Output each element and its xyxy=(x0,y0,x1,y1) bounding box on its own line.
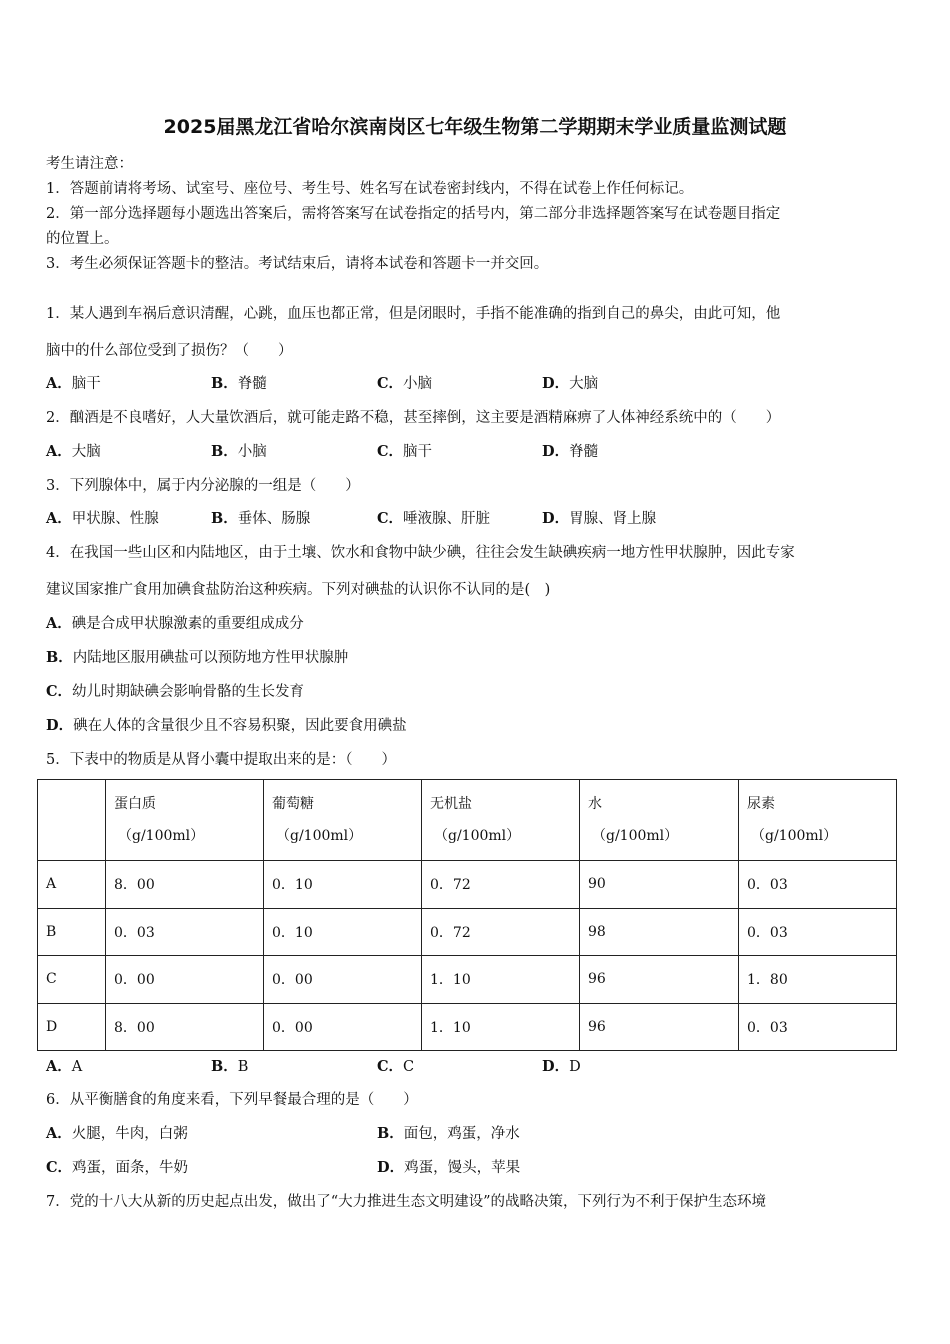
q5-option-c[interactable]: C．C xyxy=(377,1058,415,1075)
q4-option-c[interactable]: C．幼儿时期缺碘会影响骨骼的生长发育 xyxy=(46,683,305,700)
table-row xyxy=(38,1003,897,1051)
q5-option-d[interactable]: D．D xyxy=(542,1058,581,1075)
table-cell: 0．72 xyxy=(422,908,580,956)
q3-option-d[interactable]: D．胃腺、肾上腺 xyxy=(542,510,657,527)
q4-option-a[interactable]: A．碘是合成甲状腺激素的重要组成成分 xyxy=(46,615,304,632)
table-cell: 8．00 xyxy=(106,1003,264,1051)
table-header-cell: 蛋白质 （g/100ml） xyxy=(106,780,264,861)
q3-option-c[interactable]: C．唾液腺、肝脏 xyxy=(377,510,491,527)
q1-option-b[interactable]: B．脊髓 xyxy=(211,375,267,392)
table-cell: 0．00 xyxy=(264,956,422,1004)
table-cell: 90 xyxy=(580,861,739,909)
table-cell: 1．80 xyxy=(739,956,897,1004)
q2-option-c[interactable]: C．脑干 xyxy=(377,443,433,460)
table-cell: 96 xyxy=(580,1003,739,1051)
q3-option-b[interactable]: B．垂体、肠腺 xyxy=(211,510,311,527)
table-header-cell: 水 （g/100ml） xyxy=(580,780,739,861)
q4-option-d[interactable]: D．碘在人体的含量很少且不容易积聚，因此要食用碘盐 xyxy=(46,717,407,734)
exam-title: 2025届黑龙江省哈尔滨南岗区七年级生物第二学期期末学业质量监测试题 xyxy=(163,116,787,138)
notice-heading: 考生请注意： xyxy=(46,156,133,172)
q6-option-c[interactable]: C．鸡蛋，面条，牛奶 xyxy=(46,1159,189,1176)
table-row xyxy=(38,908,897,956)
row-label: B xyxy=(38,908,106,956)
question-2-stem: 2．酗酒是不良嗜好，人大量饮酒后，就可能走路不稳，甚至摔倒，这主要是酒精麻痹了人体神经系统中的（ ） xyxy=(46,410,781,426)
question-4-stem-cont: 建议国家推广食用加碘食盐防治这种疾病。下列对碘盐的认识你不认同的是( ) xyxy=(46,582,551,598)
question-7-stem: 7．党的十八大从新的历史起点出发，做出了“大力推进生态文明建设”的战略决策，下列行为不利于保护生态环境 xyxy=(46,1194,767,1210)
table-cell: 0．00 xyxy=(264,1003,422,1051)
q1-option-a[interactable]: A．脑干 xyxy=(46,375,101,392)
table-cell: 0．72 xyxy=(422,861,580,909)
question-1-stem-cont: 脑中的什么部位受到了损伤？（ ） xyxy=(46,343,293,359)
q2-option-a[interactable]: A．大脑 xyxy=(46,443,101,460)
notice-item: 3．考生必须保证答题卡的整洁。考试结束后，请将本试卷和答题卡一并交回。 xyxy=(46,256,549,272)
notice-item: 1．答题前请将考场、试室号、座位号、考生号、姓名写在试卷密封线内，不得在试卷上作任何标记。 xyxy=(46,181,694,197)
table-header-cell: 葡萄糖 （g/100ml） xyxy=(264,780,422,861)
question-6-stem: 6．从平衡膳食的角度来看，下列早餐最合理的是（ ） xyxy=(46,1092,418,1108)
table-cell: 0．03 xyxy=(106,908,264,956)
q4-option-b[interactable]: B．内陆地区服用碘盐可以预防地方性甲状腺肿 xyxy=(46,649,349,666)
row-label: C xyxy=(38,956,106,1004)
q6-option-a[interactable]: A．火腿，牛肉，白粥 xyxy=(46,1125,188,1142)
q5-option-a[interactable]: A．A xyxy=(46,1058,83,1075)
row-label: A xyxy=(38,861,106,909)
q2-option-b[interactable]: B．小脑 xyxy=(211,443,267,460)
substance-table xyxy=(37,779,897,1051)
table-cell: 0．03 xyxy=(739,861,897,909)
table-cell: 1．10 xyxy=(422,1003,580,1051)
table-cell: 98 xyxy=(580,908,739,956)
q1-option-c[interactable]: C．小脑 xyxy=(377,375,433,392)
q2-option-d[interactable]: D．脊髓 xyxy=(542,443,599,460)
table-cell: 0．03 xyxy=(739,908,897,956)
table-row xyxy=(38,861,897,909)
table-header-cell: 无机盐 （g/100ml） xyxy=(422,780,580,861)
q5-option-b[interactable]: B．B xyxy=(211,1058,249,1075)
table-cell: 1．10 xyxy=(422,956,580,1004)
table-cell: 8．00 xyxy=(106,861,264,909)
table-corner-cell xyxy=(38,780,106,861)
notice-item: 的位置上。 xyxy=(46,231,119,247)
row-label: D xyxy=(38,1003,106,1051)
table-cell: 0．00 xyxy=(106,956,264,1004)
question-5-stem: 5．下表中的物质是从肾小囊中提取出来的是：（ ） xyxy=(46,752,396,768)
table-cell: 0．03 xyxy=(739,1003,897,1051)
q6-option-b[interactable]: B．面包，鸡蛋，净水 xyxy=(377,1125,520,1142)
q1-option-d[interactable]: D．大脑 xyxy=(542,375,599,392)
question-1-stem: 1．某人遇到车祸后意识清醒，心跳，血压也都正常，但是闭眼时，手指不能准确的指到自己的鼻尖，由此可知，他 xyxy=(46,306,781,322)
table-cell: 0．10 xyxy=(264,908,422,956)
q3-option-a[interactable]: A．甲状腺、性腺 xyxy=(46,510,159,527)
question-4-stem: 4．在我国一些山区和内陆地区，由于土壤、饮水和食物中缺少碘，往往会发生缺碘疾病一地方性甲状腺肿，因此专家 xyxy=(46,545,795,561)
table-cell: 96 xyxy=(580,956,739,1004)
table-row xyxy=(38,956,897,1004)
question-3-stem: 3．下列腺体中，属于内分泌腺的一组是（ ） xyxy=(46,478,360,494)
table-header-row xyxy=(38,780,897,861)
notice-item: 2．第一部分选择题每小题选出答案后，需将答案写在试卷指定的括号内，第二部分非选择题答案写在试卷题目指定 xyxy=(46,206,781,222)
table-header-cell: 尿素 （g/100ml） xyxy=(739,780,897,861)
q6-option-d[interactable]: D．鸡蛋，馒头，苹果 xyxy=(377,1159,521,1176)
table-cell: 0．10 xyxy=(264,861,422,909)
